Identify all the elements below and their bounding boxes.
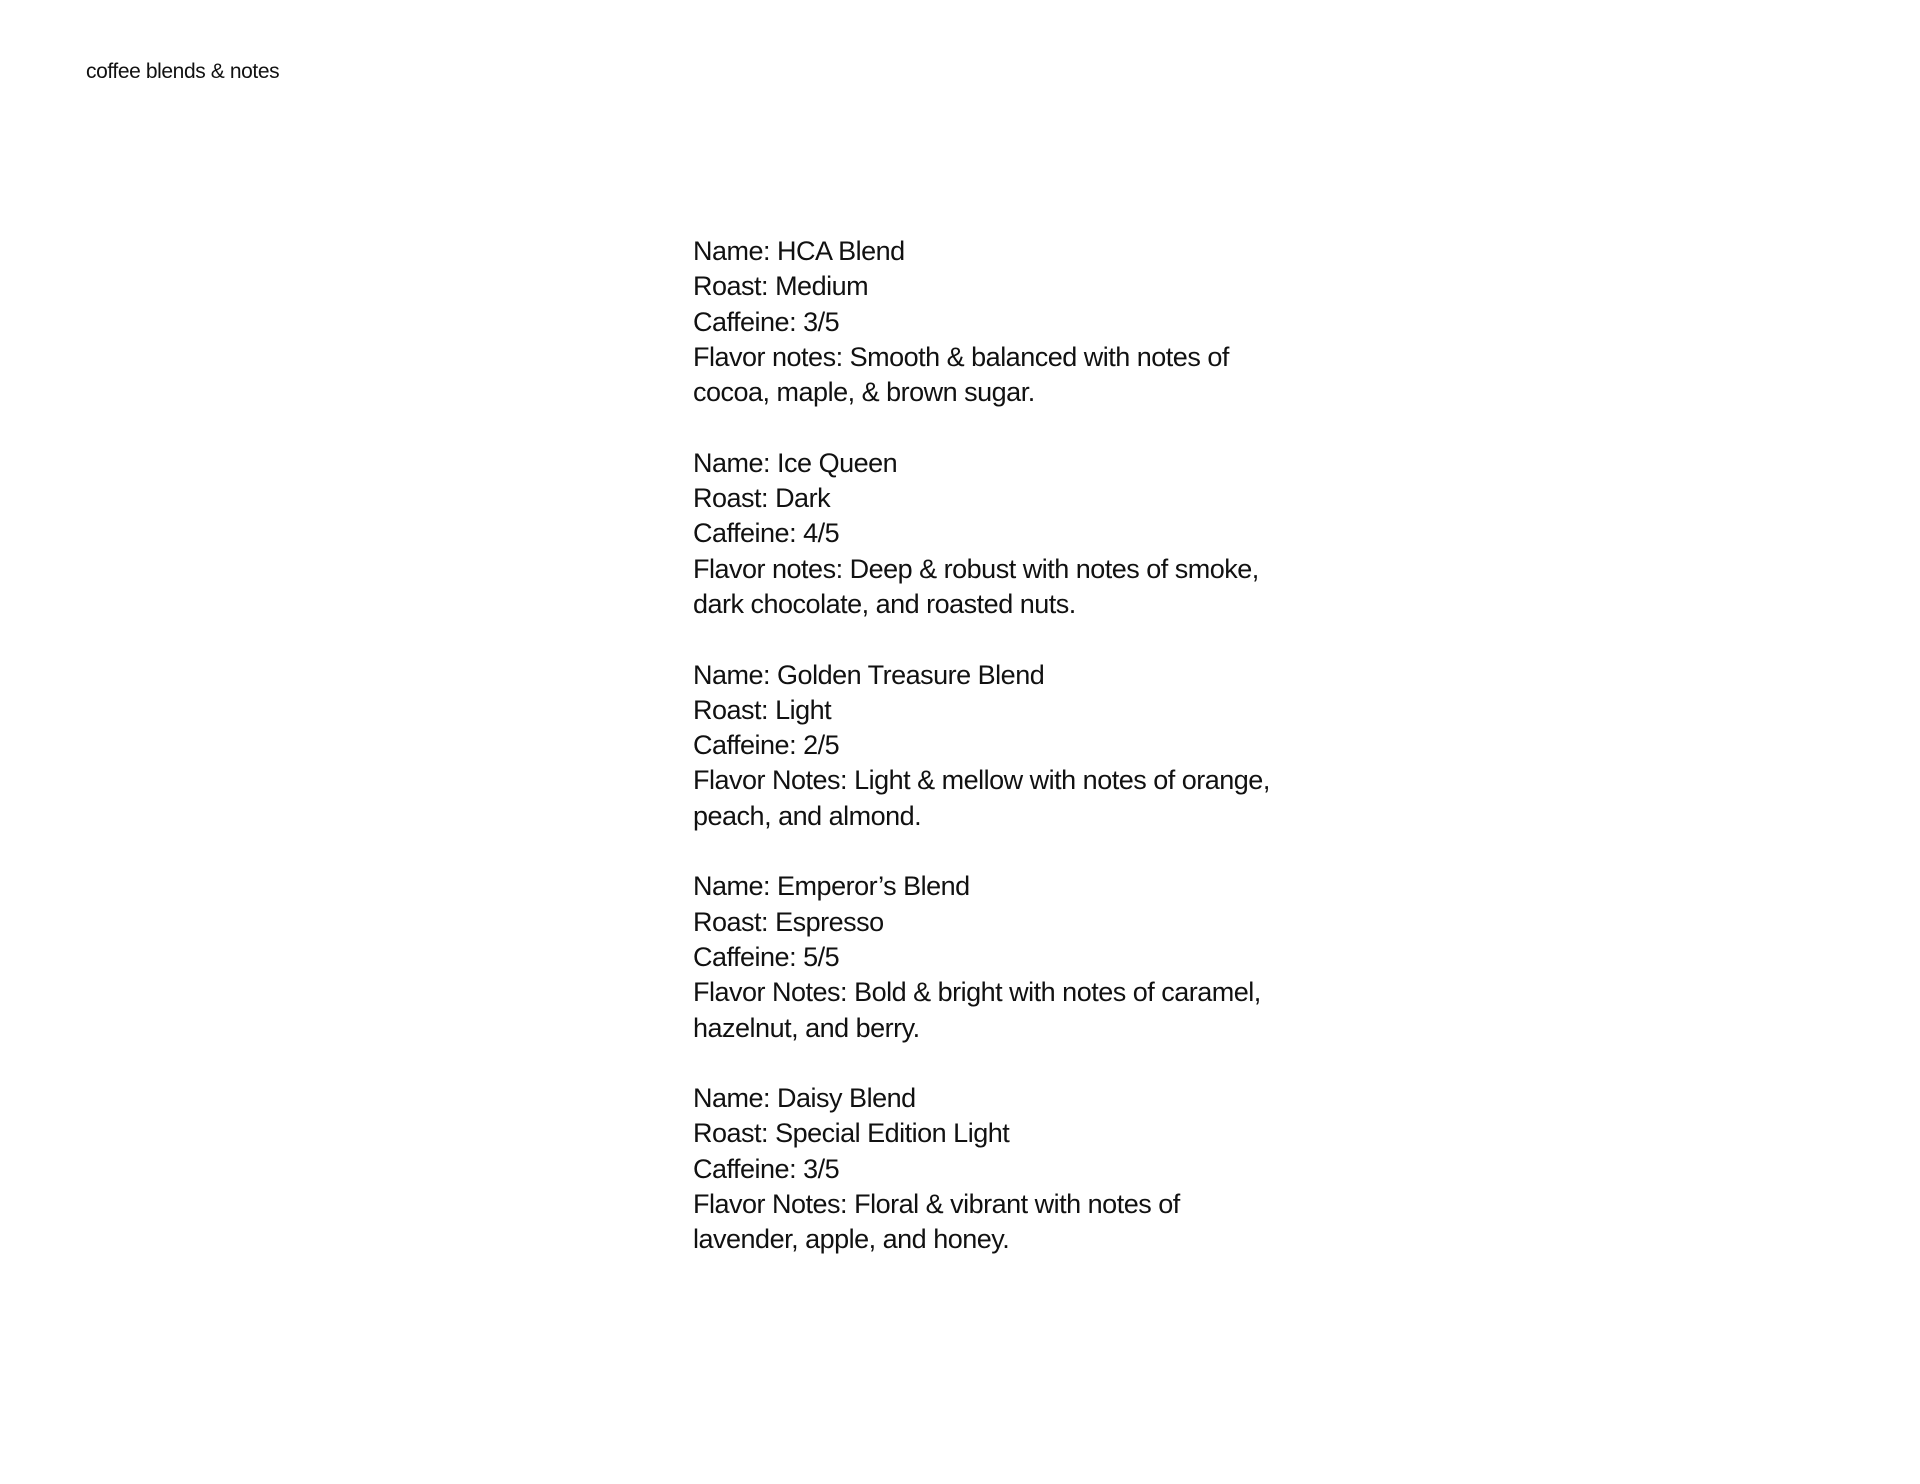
caffeine-line (693, 305, 1293, 340)
flavor-line (693, 552, 1293, 587)
roast-line (693, 269, 1293, 304)
caffeine-label: Caffeine: (693, 518, 797, 549)
blend-name: HCA Blend (777, 236, 905, 266)
roast-label: Roast: (693, 483, 769, 514)
flavor-text-continued: peach, and almond. (693, 800, 922, 831)
caffeine-label: Caffeine: (693, 941, 797, 972)
caffeine-value: 4/5 (803, 518, 840, 549)
roast-line (693, 1116, 1293, 1151)
caffeine-value: 3/5 (803, 306, 840, 337)
blend-entry-emperors-blend (693, 869, 1293, 1045)
flavor-text-continued: lavender, apple, and honey. (693, 1224, 1010, 1255)
blend-entry-daisy-blend (693, 1081, 1293, 1257)
caffeine-value: 2/5 (803, 730, 840, 761)
name-label: Name: (693, 871, 771, 902)
name-label: Name: (693, 1083, 771, 1114)
blend-entry-ice-queen (693, 446, 1293, 622)
page-title: coffee blends & notes (86, 60, 280, 83)
roast-value: Dark (775, 483, 831, 514)
blend-name: Ice Queen (777, 447, 898, 478)
caffeine-value: 5/5 (803, 941, 840, 972)
roast-line (693, 905, 1293, 940)
caffeine-line (693, 1152, 1293, 1187)
blend-entry-hca-blend (693, 234, 1293, 410)
blend-name-line (693, 446, 1293, 481)
flavor-line (693, 340, 1293, 375)
roast-value: Special Edition Light (775, 1118, 1010, 1149)
roast-label: Roast: (693, 694, 769, 725)
roast-line (693, 481, 1293, 516)
name-label: Name: (693, 447, 771, 478)
blend-name-line (693, 869, 1293, 904)
blend-name-line (693, 658, 1293, 693)
flavor-text: Smooth & balanced with notes of (849, 341, 1229, 372)
roast-value: Espresso (775, 906, 884, 937)
blend-name-line (693, 1081, 1293, 1116)
blend-name: Golden Treasure Blend (777, 659, 1045, 690)
flavor-text: Bold & bright with notes of caramel, (854, 977, 1261, 1008)
caffeine-label: Caffeine: (693, 306, 797, 337)
caffeine-line (693, 940, 1293, 975)
flavor-label: Flavor Notes: (693, 977, 848, 1008)
flavor-text: Light & mellow with notes of orange, (854, 765, 1270, 796)
roast-label: Roast: (693, 1118, 769, 1149)
flavor-line (693, 763, 1293, 798)
flavor-text-continued: hazelnut, and berry. (693, 1012, 920, 1043)
roast-value: Medium (775, 271, 869, 302)
caffeine-value: 3/5 (803, 1153, 840, 1184)
roast-line (693, 693, 1293, 728)
flavor-text-continued: dark chocolate, and roasted nuts. (693, 588, 1076, 619)
blend-name: Daisy Blend (777, 1083, 916, 1114)
name-label: Name: (693, 659, 771, 690)
flavor-label: Flavor notes: (693, 341, 843, 372)
blend-name-line (693, 234, 1293, 269)
caffeine-line (693, 516, 1293, 551)
roast-label: Roast: (693, 906, 769, 937)
flavor-line (693, 1187, 1293, 1222)
flavor-text: Floral & vibrant with notes of (854, 1189, 1180, 1220)
flavor-text-continued: cocoa, maple, & brown sugar. (693, 377, 1035, 408)
caffeine-line (693, 728, 1293, 763)
name-label: Name: (693, 236, 771, 266)
flavor-label: Flavor Notes: (693, 765, 848, 796)
blend-name: Emperor’s Blend (777, 871, 970, 902)
caffeine-label: Caffeine: (693, 730, 797, 761)
flavor-label: Flavor Notes: (693, 1189, 848, 1220)
blend-list (693, 234, 1293, 1293)
caffeine-label: Caffeine: (693, 1153, 797, 1184)
flavor-line (693, 975, 1293, 1010)
flavor-text: Deep & robust with notes of smoke, (849, 553, 1259, 584)
flavor-label: Flavor notes: (693, 553, 843, 584)
roast-label: Roast: (693, 271, 769, 302)
blend-entry-golden-treasure-blend (693, 658, 1293, 834)
roast-value: Light (775, 694, 832, 725)
